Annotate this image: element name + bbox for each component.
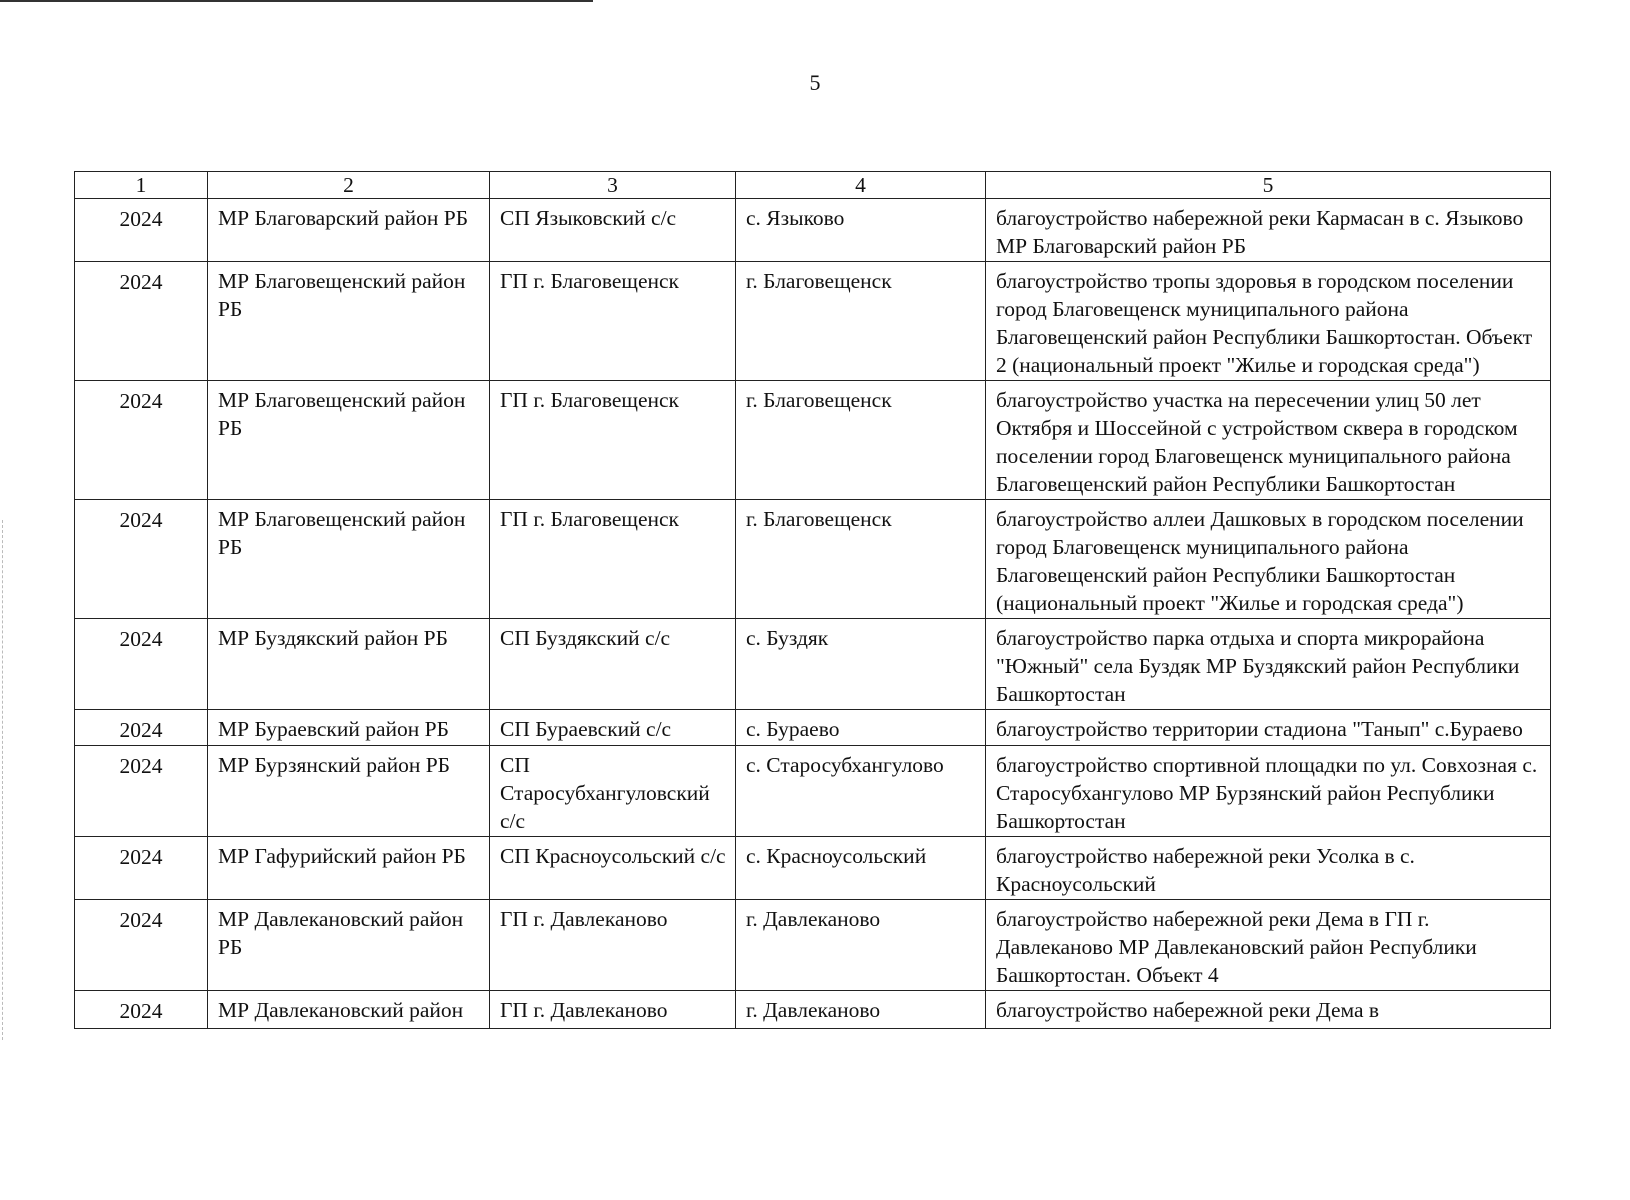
district-cell: МР Давлекановский район РБ <box>208 900 490 991</box>
year-cell: 2024 <box>75 262 208 381</box>
settlement-cell: ГП г. Благовещенск <box>490 381 736 500</box>
locality-cell: с. Языково <box>736 199 986 262</box>
settlement-cell: СП Старосубхангуловский с/с <box>490 746 736 837</box>
locality-cell: с. Бураево <box>736 710 986 746</box>
project-cell: благоустройство спортивной площадки по ул. Совхозная с. Старосубхангулово МР Бурзянский район Республики Башкортостан <box>986 746 1551 837</box>
table-row <box>75 262 1551 381</box>
table-row <box>75 837 1551 900</box>
year-cell: 2024 <box>75 381 208 500</box>
project-cell: благоустройство участка на пересечении улиц 50 лет Октября и Шоссейной с устройством сквера в городском поселении город Благовещенск муниципального района Благовещенский район Республики Башкортостан <box>986 381 1551 500</box>
settlement-cell: СП Бураевский с/с <box>490 710 736 746</box>
scan-margin-marks <box>2 520 7 1040</box>
settlement-cell: ГП г. Благовещенск <box>490 500 736 619</box>
settlement-cell: ГП г. Давлеканово <box>490 900 736 991</box>
district-cell: МР Бурзянский район РБ <box>208 746 490 837</box>
table-row <box>75 746 1551 837</box>
year-cell: 2024 <box>75 500 208 619</box>
project-cell: благоустройство тропы здоровья в городском поселении город Благовещенск муниципального района Благовещенский район Республики Башкортостан. Объект 2 (национальный проект "Жилье и городская среда") <box>986 262 1551 381</box>
district-cell: МР Давлекановский район <box>208 991 490 1029</box>
top-rule <box>0 0 593 2</box>
settlement-cell: СП Красноусольский с/с <box>490 837 736 900</box>
header-cell-2: 2 <box>208 172 490 199</box>
settlement-cell: СП Буздякский с/с <box>490 619 736 710</box>
table-row <box>75 619 1551 710</box>
settlement-cell: ГП г. Благовещенск <box>490 262 736 381</box>
table-header-row <box>75 172 1551 199</box>
year-cell: 2024 <box>75 710 208 746</box>
year-cell: 2024 <box>75 991 208 1029</box>
project-cell: благоустройство набережной реки Усолка в с. Красноусольский <box>986 837 1551 900</box>
settlement-cell: СП Языковский с/с <box>490 199 736 262</box>
locality-cell: с. Красноусольский <box>736 837 986 900</box>
district-cell: МР Благовещенский район РБ <box>208 381 490 500</box>
table-row <box>75 991 1551 1029</box>
table-row <box>75 900 1551 991</box>
locality-cell: г. Давлеканово <box>736 991 986 1029</box>
district-cell: МР Благоварский район РБ <box>208 199 490 262</box>
settlement-cell: ГП г. Давлеканово <box>490 991 736 1029</box>
locality-cell: г. Давлеканово <box>736 900 986 991</box>
locality-cell: г. Благовещенск <box>736 262 986 381</box>
table-row <box>75 500 1551 619</box>
page-number: 5 <box>809 70 821 95</box>
district-cell: МР Благовещенский район РБ <box>208 262 490 381</box>
header-cell-1: 1 <box>75 172 208 199</box>
district-cell: МР Благовещенский район РБ <box>208 500 490 619</box>
district-cell: МР Гафурийский район РБ <box>208 837 490 900</box>
year-cell: 2024 <box>75 199 208 262</box>
table-row <box>75 381 1551 500</box>
year-cell: 2024 <box>75 900 208 991</box>
project-cell: благоустройство набережной реки Дема в <box>986 991 1551 1029</box>
district-cell: МР Бураевский район РБ <box>208 710 490 746</box>
project-cell: благоустройство парка отдыха и спорта микрорайона "Южный" села Буздяк МР Буздякский район Республики Башкортостан <box>986 619 1551 710</box>
header-cell-4: 4 <box>736 172 986 199</box>
header-cell-3: 3 <box>490 172 736 199</box>
table-row <box>75 710 1551 746</box>
locality-cell: с. Буздяк <box>736 619 986 710</box>
project-cell: благоустройство территории стадиона "Танып" с.Бураево <box>986 710 1551 746</box>
locality-cell: г. Благовещенск <box>736 500 986 619</box>
project-cell: благоустройство набережной реки Кармасан в с. Языково МР Благоварский район РБ <box>986 199 1551 262</box>
project-cell: благоустройство набережной реки Дема в ГП г. Давлеканово МР Давлекановский район Республики Башкортостан. Объект 4 <box>986 900 1551 991</box>
table-row <box>75 199 1551 262</box>
district-cell: МР Буздякский район РБ <box>208 619 490 710</box>
project-cell: благоустройство аллеи Дашковых в городском поселении город Благовещенск муниципального района Благовещенский район Республики Башкортостан (национальный проект "Жилье и городская среда") <box>986 500 1551 619</box>
header-cell-5: 5 <box>986 172 1551 199</box>
locality-cell: с. Старосубхангулово <box>736 746 986 837</box>
registry-table <box>74 171 1551 1029</box>
locality-cell: г. Благовещенск <box>736 381 986 500</box>
year-cell: 2024 <box>75 837 208 900</box>
year-cell: 2024 <box>75 619 208 710</box>
year-cell: 2024 <box>75 746 208 837</box>
